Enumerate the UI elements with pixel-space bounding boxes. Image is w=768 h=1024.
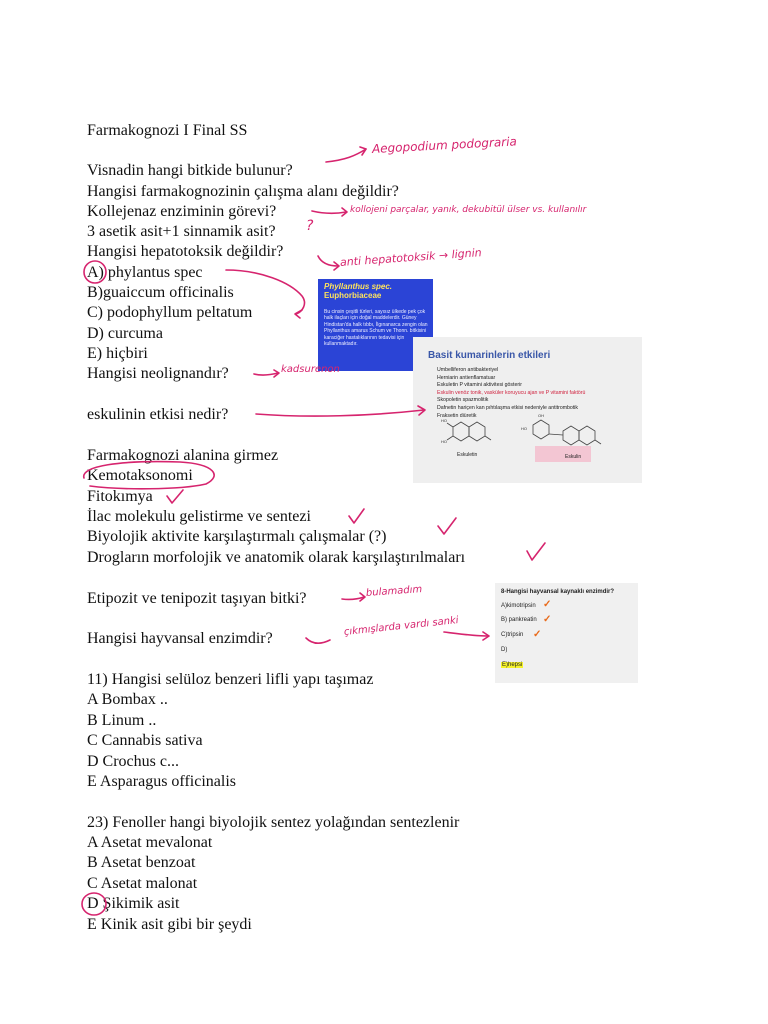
- q23-option-a: A Asetat mevalonat: [87, 834, 213, 851]
- coumarin-structures-icon: [413, 337, 642, 483]
- question-neolignan: Hangisi neolignandır?: [87, 365, 229, 382]
- arrow-icon: [306, 638, 330, 643]
- q11-option-c: C Cannabis sativa: [87, 732, 203, 749]
- option-b-guaiccum: B)guaiccum officinalis: [87, 284, 234, 301]
- arrow-icon: [444, 632, 488, 636]
- question-hepatotoksik: Hangisi hepatotoksik değildir?: [87, 243, 284, 260]
- arrow-icon: [483, 632, 489, 640]
- question-visnadin: Visnadin hangi bitkide bulunur?: [87, 162, 293, 179]
- enzyme-option-e: [501, 662, 523, 668]
- arrow-icon: [360, 593, 365, 601]
- slide-phyllanthus-text: Bu cinsin çeşitli türleri, sayısız ülkede pek çok halk ilaçları için doğal maddelerdir. Güney Hindistan'da halk tıbbı, İlgınanarca zengin olan Phyllanthus amarus Schum ve Thonn. bitkisini karaciğer hastalıklarının tedavisi için kullanmaktadır.: [324, 309, 428, 348]
- slide-phyllanthus-family: Euphorbiaceae: [324, 291, 382, 300]
- question-etipozit: Etipozit ve tenipozit taşıyan bitki?: [87, 590, 307, 607]
- handwritten-hayvansal-answer: çıkmışlarda vardı sanki: [343, 614, 460, 638]
- option-d-curcuma: D) curcuma: [87, 325, 163, 342]
- check-icon: ✓: [543, 614, 552, 625]
- arrow-icon: [312, 211, 346, 213]
- q11-option-d: D Crochus c...: [87, 753, 179, 770]
- question-23: 23) Fenoller hangi biyolojik sentez yolağından sentezlenir: [87, 814, 460, 831]
- arrow-icon: [342, 208, 347, 216]
- arrow-icon: [274, 370, 279, 377]
- question-calisma-alani: Hangisi farmakognozinin çalışma alanı değildir?: [87, 183, 399, 200]
- arrow-icon: [334, 262, 339, 270]
- q11-option-a: A Bombax ..: [87, 691, 168, 708]
- q11-option-e: E Asparagus officinalis: [87, 773, 237, 790]
- question-11: 11) Hangisi selüloz benzeri lifli yapı taşımaz: [87, 671, 374, 688]
- handwritten-kollejenaz-answer: kollojeni parçalar, yanık, dekubitül ülser vs. kullanılır: [350, 205, 587, 215]
- option-droglar: Drogların morfolojik ve anatomik olarak karşılaştırılmaları: [87, 549, 466, 566]
- arrow-icon: [256, 410, 424, 416]
- structure-label-eskulin: Eskulin: [565, 454, 582, 460]
- question-alan-girmez: Farmakognozi alanina girmez: [87, 447, 279, 464]
- document-title: Farmakognozi I Final SS: [87, 122, 248, 139]
- q11-option-b: B Linum ..: [87, 712, 157, 729]
- enzyme-option-d: D): [501, 647, 508, 653]
- arrow-icon: [295, 310, 302, 318]
- slide-kumarin: [413, 337, 642, 483]
- q23-option-e: E Kinik asit gibi bir şeydi: [87, 916, 252, 933]
- svg-text:HO: HO: [441, 418, 447, 423]
- handwritten-visnadin-answer: Aegopodium podograria: [371, 134, 518, 156]
- check-icon: ✓: [533, 629, 542, 640]
- question-eskulin: eskulinin etkisi nedir?: [87, 406, 229, 423]
- handwritten-hepatotoksik-answer: anti hepatotoksik → lignin: [339, 246, 483, 269]
- check-icon: [167, 490, 183, 503]
- question-asetik-asit: 3 asetik asit+1 sinnamik asit?: [87, 223, 276, 240]
- svg-text:HO: HO: [521, 426, 527, 431]
- list-item: • Skopoletin spazmolitik: [437, 397, 642, 405]
- option-c-podophyllum: C) podophyllum peltatum: [87, 304, 253, 321]
- check-icon: ✓: [543, 599, 552, 610]
- enzyme-option-a: A)kimotripsin: [501, 603, 536, 609]
- svg-text:HO: HO: [441, 439, 447, 444]
- check-icon: [527, 543, 545, 560]
- list-item: • Eskuletin P vitamini aktivitesi gösterir: [437, 382, 642, 390]
- handwritten-neolignan-answer: kadsurenon: [281, 364, 340, 375]
- list-item: • Eskulin venöz tonik, vasküler koruyucu ajan ve P vitamini faktörü: [437, 390, 642, 398]
- arrow-icon: [326, 149, 366, 162]
- enzyme-question-text: 8-Hangisi hayvansal kaynaklı enzimdir?: [501, 589, 615, 595]
- handwritten-question-mark: ?: [306, 218, 314, 234]
- list-item: • Herniarin antienflamatuar: [437, 375, 642, 383]
- enzyme-option-e-highlight: E)hepsi: [502, 662, 523, 668]
- question-kollejenaz: Kollejenaz enziminin görevi?: [87, 203, 277, 220]
- option-e-hicbiri: E) hiçbiri: [87, 345, 148, 362]
- q23-option-b: B Asetat benzoat: [87, 854, 196, 871]
- arrow-icon: [360, 147, 366, 155]
- slide-enzyme-question: [495, 583, 638, 683]
- option-fitokimya: Fitokımya: [87, 488, 153, 505]
- option-kemotaksonomi: Kemotaksonomi: [87, 467, 193, 484]
- option-biyolojik-aktivite: Biyolojik aktivite karşılaştırmalı çalışmalar (?): [87, 528, 387, 545]
- slide-phyllanthus-title: Phyllanthus spec.: [324, 282, 393, 291]
- list-item: • Dafnetin hariçen kan pıhtılaşma etkisi nedeniyle antitrombotik: [437, 405, 642, 413]
- arrow-icon: [318, 256, 338, 266]
- structure-label-eskuletin: Eskuletin: [457, 452, 478, 458]
- check-icon: [349, 509, 364, 523]
- list-item: • Fraksetin diüretik: [437, 413, 642, 421]
- arrow-icon: [342, 597, 364, 599]
- slide-kumarin-title: Basit kumarinlerin etkileri: [428, 350, 551, 361]
- enzyme-option-b: B) pankreatin: [501, 617, 537, 623]
- option-a-phylantus: A) phylantus spec: [87, 264, 203, 281]
- enzyme-option-c: C)tripsin: [501, 632, 524, 638]
- list-item: • Umbelliferon antibakteriyel: [437, 367, 642, 375]
- question-hayvansal-enzim: Hangisi hayvansal enzimdir?: [87, 630, 273, 647]
- option-ilac-molekulu: İlac molekulu gelistirme ve sentezi: [87, 508, 311, 525]
- handwritten-etipozit-answer: bulamadım: [365, 584, 423, 599]
- q23-option-d: D Şikimik asit: [87, 895, 180, 912]
- svg-text:OH: OH: [538, 413, 544, 418]
- arrow-icon: [254, 373, 278, 375]
- check-icon: [438, 518, 456, 534]
- q23-option-c: C Asetat malonat: [87, 875, 198, 892]
